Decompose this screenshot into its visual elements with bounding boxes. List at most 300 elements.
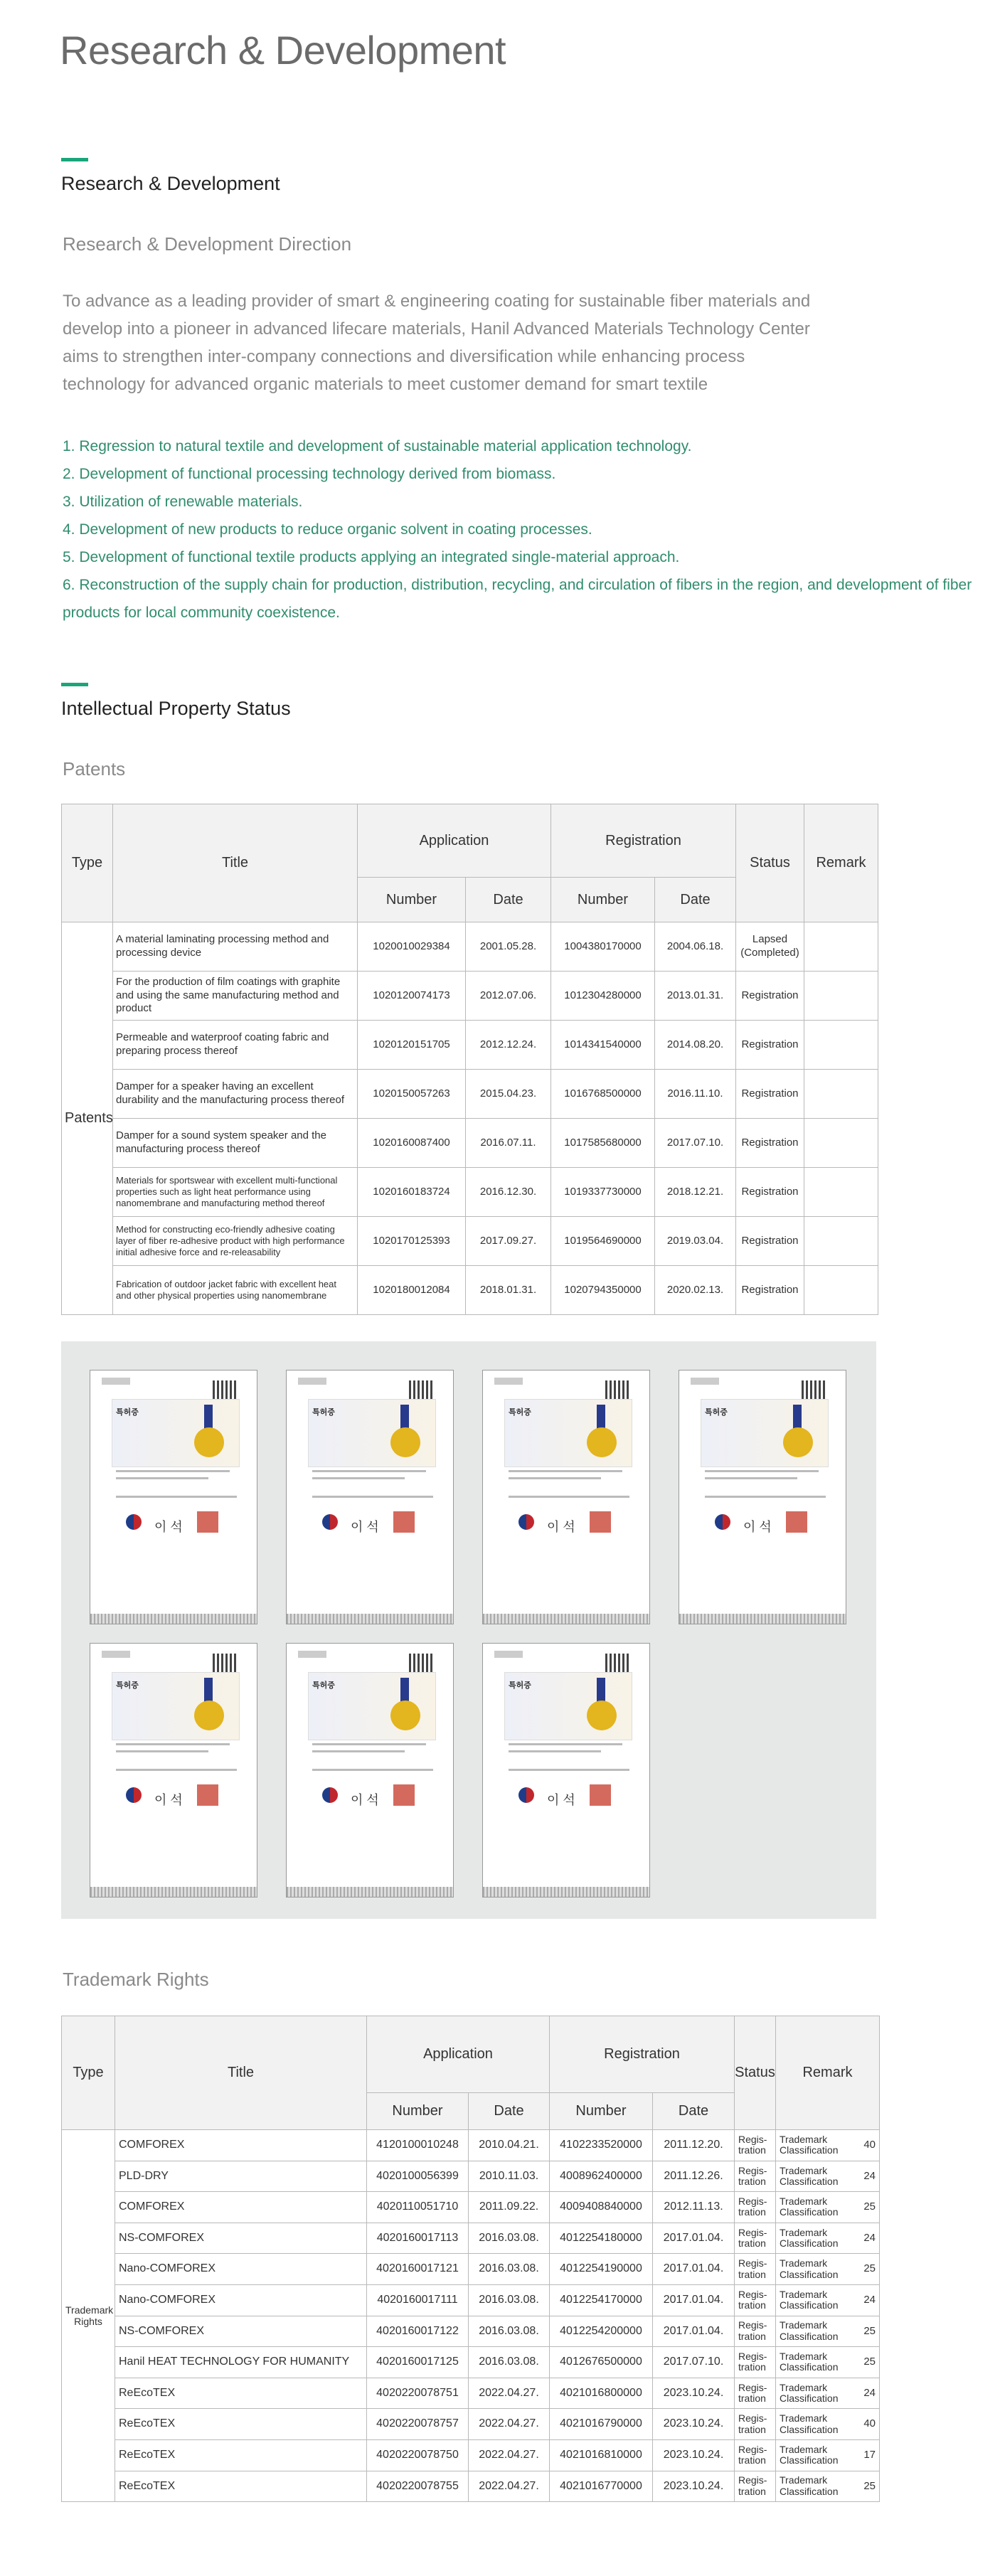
title-cell: ReEcoTEX [115,2409,367,2440]
ip-heading: Intellectual Property Status [61,698,291,719]
table-row [62,2130,880,2161]
remark-cell [776,2378,880,2409]
col-app-date: Date [469,2093,550,2130]
certificate-title: 특허증 [312,1408,335,1417]
title-cell: Materials for sportswear with excellent multi-functional properties such as light heat performance using nanomembrane and manufacturing method thereof [113,1168,358,1217]
app-number-cell: 1020160183724 [358,1168,466,1217]
reg-date-cell: 2017.01.04. [653,2316,735,2347]
reg-number-cell: 1019337730000 [551,1168,655,1217]
status-cell: Registration [736,1070,804,1119]
col-application: Application [358,804,551,878]
app-number-cell: 1020010029384 [358,922,466,972]
gold-seal-icon [390,1427,420,1457]
rd-heading: Research & Development [61,173,280,194]
text-line [509,1743,622,1745]
status-cell: Regis-tration [735,2471,776,2502]
intro-paragraph: To advance as a leading provider of smart & engineering coating for sustainable fiber materials and develop into a pioneer in advanced lifecare materials, Hanil Advanced Materials Technology Center aims to strengthen inter-company connections and diversification while enhancing process technology for advanced organic materials to meet customer demand for smart textile [63,292,811,394]
col-status: Status [736,804,804,922]
remark-text: Trademark Classification [780,2351,839,2373]
col-app-number: Number [358,878,466,922]
certificate-title: 특허증 [509,1408,531,1417]
certificate-header [102,1378,130,1385]
title-cell: Permeable and waterproof coating fabric and preparing process thereof [113,1021,358,1070]
patent-certificates-gallery [61,1341,876,1919]
text-line [116,1769,237,1771]
reg-date-cell: 2023.10.24. [653,2439,735,2471]
reg-date-cell: 2018.12.21. [655,1168,736,1217]
gold-seal-icon [194,1427,224,1457]
table-row [62,972,878,1021]
class-number: 24 [863,2386,876,2399]
app-number-cell: 1020170125393 [358,1217,466,1266]
gold-seal-icon [194,1701,224,1730]
remark-cell [776,2223,880,2254]
ip-section-heading [61,683,291,720]
status-cell: Regis-tration [735,2161,776,2192]
type-cell: Trademark Rights [62,2130,115,2502]
reg-number-cell: 4008962400000 [550,2161,653,2192]
certificate-footer [287,1887,453,1897]
status-cell: Registration [736,972,804,1021]
reg-number-cell: 1017585680000 [551,1119,655,1168]
app-number-cell: 4020110051710 [367,2192,469,2223]
text-line [312,1477,405,1479]
signature: 이 석 [743,1520,772,1534]
app-number-cell: 4020160017121 [367,2254,469,2285]
certificate-title: 특허증 [312,1681,335,1690]
text-line [312,1769,433,1771]
status-cell: Regis-tration [735,2439,776,2471]
reg-date-cell: 2017.01.04. [653,2223,735,2254]
remark-text: Trademark Classification [780,2196,839,2218]
remark-cell [804,1070,878,1119]
reg-date-cell: 2016.11.10. [655,1070,736,1119]
status-cell: Registration [736,1168,804,1217]
app-date-cell: 2017.09.27. [466,1217,551,1266]
certificate-title: 특허증 [116,1681,139,1690]
reg-number-cell: 4021016810000 [550,2439,653,2471]
col-remark: Remark [804,804,878,922]
signature: 이 석 [154,1520,183,1534]
certificate-header [691,1378,719,1385]
col-type: Type [62,2016,115,2130]
status-cell: Regis-tration [735,2223,776,2254]
class-number: 25 [863,2200,876,2213]
status-cell: Regis-tration [735,2347,776,2378]
national-emblem-icon [518,1514,534,1530]
status-cell: Registration [736,1217,804,1266]
col-registration: Registration [551,804,736,878]
official-stamp-icon [590,1511,611,1533]
remark-cell [804,922,878,972]
remark-text: Trademark Classification [780,2474,839,2497]
heading-accent-bar [61,158,88,161]
reg-number-cell: 4012254170000 [550,2284,653,2316]
text-line [116,1496,237,1498]
status-cell: Regis-tration [735,2378,776,2409]
goal-item: 1. Regression to natural textile and development of sustainable material application technology. [63,438,692,454]
class-number: 17 [863,2448,876,2461]
reg-date-cell: 2023.10.24. [653,2471,735,2502]
reg-number-cell: 4012254180000 [550,2223,653,2254]
patents-table [61,804,878,1315]
app-number-cell: 1020120151705 [358,1021,466,1070]
table-row [62,922,878,972]
col-reg-number: Number [551,878,655,922]
text-line [509,1470,622,1472]
app-date-cell: 2022.04.27. [469,2409,550,2440]
title-cell: NS-COMFOREX [115,2316,367,2347]
remark-text: Trademark Classification [780,2381,839,2405]
text-line [705,1470,819,1472]
table-row [62,1217,878,1266]
app-date-cell: 2016.12.30. [466,1168,551,1217]
app-number-cell: 4020160017125 [367,2347,469,2378]
app-number-cell: 4020160017122 [367,2316,469,2347]
app-date-cell: 2022.04.27. [469,2439,550,2471]
heading-accent-bar [61,683,88,686]
national-emblem-icon [518,1787,534,1803]
official-stamp-icon [197,1511,218,1533]
title-cell: NS-COMFOREX [115,2223,367,2254]
remark-cell [804,1217,878,1266]
reg-date-cell: 2023.10.24. [653,2409,735,2440]
patent-certificate-image [482,1370,650,1624]
app-date-cell: 2001.05.28. [466,922,551,972]
status-cell: Lapsed (Completed) [736,922,804,972]
goals-list [63,432,987,627]
col-app-number: Number [367,2093,469,2130]
signature: 이 석 [547,1793,575,1807]
app-number-cell: 4020100056399 [367,2161,469,2192]
text-line [312,1750,405,1752]
direction-title: Research & Development Direction [63,233,352,255]
app-date-cell: 2016.03.08. [469,2223,550,2254]
remark-cell [804,1168,878,1217]
official-stamp-icon [197,1784,218,1806]
app-number-cell: 1020160087400 [358,1119,466,1168]
gold-seal-icon [783,1427,813,1457]
title-cell: For the production of film coatings with graphite and using the same manufacturing method and product [113,972,358,1021]
app-date-cell: 2016.03.08. [469,2347,550,2378]
reg-date-cell: 2023.10.24. [653,2378,735,2409]
remark-cell [776,2316,880,2347]
title-cell: Nano-COMFOREX [115,2254,367,2285]
reg-number-cell: 4012676500000 [550,2347,653,2378]
title-cell: Nano-COMFOREX [115,2284,367,2316]
certificate-header [494,1378,523,1385]
reg-number-cell: 4009408840000 [550,2192,653,2223]
trademarks-title: Trademark Rights [63,1969,209,1990]
reg-date-cell: 2017.07.10. [653,2347,735,2378]
reg-number-cell: 4021016770000 [550,2471,653,2502]
app-number-cell: 1020150057263 [358,1070,466,1119]
reg-number-cell: 1020794350000 [551,1266,655,1315]
app-number-cell: 4020220078751 [367,2378,469,2409]
text-line [116,1743,230,1745]
status-cell: Registration [736,1266,804,1315]
title-cell: COMFOREX [115,2130,367,2161]
goal-item: 2. Development of functional processing technology derived from biomass. [63,466,556,482]
status-cell: Regis-tration [735,2409,776,2440]
table-row [62,2378,880,2409]
status-cell: Regis-tration [735,2192,776,2223]
col-remark: Remark [776,2016,880,2130]
reg-date-cell: 2014.08.20. [655,1021,736,1070]
title-cell: ReEcoTEX [115,2471,367,2502]
app-date-cell: 2022.04.27. [469,2378,550,2409]
reg-number-cell: 1019564690000 [551,1217,655,1266]
reg-date-cell: 2012.11.13. [653,2192,735,2223]
status-cell: Registration [736,1119,804,1168]
remark-cell [776,2471,880,2502]
col-application: Application [367,2016,550,2093]
class-number: 24 [863,2231,876,2244]
text-line [509,1750,601,1752]
patent-certificate-image [90,1643,257,1898]
table-row [62,1168,878,1217]
remark-cell [804,972,878,1021]
col-type: Type [62,804,113,922]
certificate-header [102,1651,130,1658]
reg-number-cell: 1004380170000 [551,922,655,972]
app-date-cell: 2012.12.24. [466,1021,551,1070]
national-emblem-icon [126,1514,142,1530]
gold-seal-icon [587,1427,617,1457]
remark-text: Trademark Classification [780,2133,839,2156]
patent-certificate-image [482,1643,650,1898]
reg-number-cell: 1014341540000 [551,1021,655,1070]
gold-seal-icon [390,1701,420,1730]
col-title: Title [113,804,358,922]
app-number-cell: 4020160017113 [367,2223,469,2254]
official-stamp-icon [393,1784,415,1806]
official-stamp-icon [786,1511,807,1533]
remark-text: Trademark Classification [780,2288,839,2311]
table-row [62,1021,878,1070]
certificate-footer [90,1614,257,1624]
certificate-footer [483,1614,649,1624]
remark-cell [804,1021,878,1070]
goal-item: 6. Reconstruction of the supply chain for production, distribution, recycling, and circulation of fibers in the region, and development of fiber products for local community coexistence. [63,577,972,621]
reg-date-cell: 2011.12.20. [653,2130,735,2161]
col-registration: Registration [550,2016,735,2093]
patents-title: Patents [63,758,126,779]
remark-text: Trademark Classification [780,2443,839,2466]
table-row [62,2254,880,2285]
app-number-cell: 4020220078755 [367,2471,469,2502]
remark-cell [776,2130,880,2161]
col-app-date: Date [466,878,551,922]
certificate-header [298,1651,326,1658]
goal-item: 3. Utilization of renewable materials. [63,494,303,510]
page-title: Research & Development [60,28,506,73]
type-cell: Patents [62,922,113,1315]
col-reg-date: Date [655,878,736,922]
col-reg-date: Date [653,2093,735,2130]
reg-date-cell: 2013.01.31. [655,972,736,1021]
text-line [312,1743,426,1745]
patent-certificate-image [286,1370,454,1624]
text-line [116,1470,230,1472]
text-line [705,1496,826,1498]
app-date-cell: 2016.03.08. [469,2316,550,2347]
class-number: 25 [863,2324,876,2337]
app-date-cell: 2016.03.08. [469,2284,550,2316]
app-date-cell: 2011.09.22. [469,2192,550,2223]
reg-date-cell: 2017.07.10. [655,1119,736,1168]
status-cell: Regis-tration [735,2254,776,2285]
class-number: 24 [863,2169,876,2182]
gold-seal-icon [587,1701,617,1730]
app-date-cell: 2012.07.06. [466,972,551,1021]
remark-cell [776,2409,880,2440]
official-stamp-icon [393,1511,415,1533]
app-number-cell: 4020220078757 [367,2409,469,2440]
text-line [509,1496,629,1498]
title-cell: A material laminating processing method and processing device [113,922,358,972]
national-emblem-icon [715,1514,730,1530]
table-row [62,2347,880,2378]
app-number-cell: 4020160017111 [367,2284,469,2316]
remark-cell [776,2439,880,2471]
title-cell: Fabrication of outdoor jacket fabric with excellent heat and other physical properties using nanomembrane [113,1266,358,1315]
app-date-cell: 2015.04.23. [466,1070,551,1119]
title-cell: ReEcoTEX [115,2439,367,2471]
certificate-footer [287,1614,453,1624]
status-cell: Regis-tration [735,2284,776,2316]
title-cell: Hanil HEAT TECHNOLOGY FOR HUMANITY [115,2347,367,2378]
certificate-footer [483,1887,649,1897]
national-emblem-icon [126,1787,142,1803]
app-date-cell: 2010.04.21. [469,2130,550,2161]
title-cell: Damper for a speaker having an excellent durability and the manufacturing process thereof [113,1070,358,1119]
class-number: 40 [863,2139,876,2151]
trademarks-table [61,2016,880,2502]
patent-certificate-image [286,1643,454,1898]
table-row [62,2409,880,2440]
remark-cell [776,2192,880,2223]
class-number: 25 [863,2356,876,2368]
app-number-cell: 1020180012084 [358,1266,466,1315]
table-row [62,2284,880,2316]
status-cell: Registration [736,1021,804,1070]
app-number-cell: 4120100010248 [367,2130,469,2161]
status-cell: Regis-tration [735,2316,776,2347]
certificate-footer [679,1614,846,1624]
remark-text: Trademark Classification [780,2164,839,2187]
certificate-header [298,1378,326,1385]
remark-text: Trademark Classification [780,2257,839,2280]
title-cell: COMFOREX [115,2192,367,2223]
class-number: 25 [863,2262,876,2275]
reg-date-cell: 2017.01.04. [653,2254,735,2285]
rd-section-heading [61,158,280,195]
reg-number-cell: 1016768500000 [551,1070,655,1119]
certificate-header [494,1651,523,1658]
table-row [62,2316,880,2347]
table-row [62,1119,878,1168]
reg-date-cell: 2020.02.13. [655,1266,736,1315]
remark-cell [804,1266,878,1315]
text-line [509,1477,601,1479]
status-cell: Regis-tration [735,2130,776,2161]
col-title: Title [115,2016,367,2130]
reg-number-cell: 4021016790000 [550,2409,653,2440]
remark-text: Trademark Classification [780,2319,839,2342]
certificate-title: 특허증 [116,1408,139,1417]
reg-number-cell: 1012304280000 [551,972,655,1021]
reg-date-cell: 2017.01.04. [653,2284,735,2316]
remark-text: Trademark Classification [780,2412,839,2435]
certificate-title: 특허증 [509,1681,531,1690]
app-date-cell: 2010.11.03. [469,2161,550,2192]
remark-text: Trademark Classification [780,2226,839,2250]
class-number: 40 [863,2417,876,2430]
reg-number-cell: 4021016800000 [550,2378,653,2409]
app-date-cell: 2022.04.27. [469,2471,550,2502]
reg-date-cell: 2019.03.04. [655,1217,736,1266]
app-number-cell: 1020120074173 [358,972,466,1021]
patent-certificate-image [679,1370,846,1624]
reg-date-cell: 2011.12.26. [653,2161,735,2192]
signature: 이 석 [351,1520,379,1534]
reg-number-cell: 4012254200000 [550,2316,653,2347]
certificate-footer [90,1887,257,1897]
table-row [62,2439,880,2471]
remark-cell [776,2284,880,2316]
text-line [312,1496,433,1498]
reg-date-cell: 2004.06.18. [655,922,736,972]
title-cell: Method for constructing eco-friendly adhesive coating layer of fiber re-adhesive product with high performance initial adhesive force and re-releasability [113,1217,358,1266]
national-emblem-icon [322,1514,338,1530]
signature: 이 석 [154,1793,183,1807]
reg-number-cell: 4012254190000 [550,2254,653,2285]
remark-cell [804,1119,878,1168]
table-row [62,1266,878,1315]
title-cell: PLD-DRY [115,2161,367,2192]
app-date-cell: 2016.07.11. [466,1119,551,1168]
national-emblem-icon [322,1787,338,1803]
class-number: 25 [863,2479,876,2492]
table-row [62,2192,880,2223]
text-line [509,1769,629,1771]
table-row [62,2223,880,2254]
remark-cell [776,2254,880,2285]
goal-item: 4. Development of new products to reduce organic solvent in coating processes. [63,521,592,538]
app-date-cell: 2016.03.08. [469,2254,550,2285]
remark-cell [776,2347,880,2378]
goal-item: 5. Development of functional textile products applying an integrated single-material approach. [63,549,680,565]
app-number-cell: 4020220078750 [367,2439,469,2471]
signature: 이 석 [547,1520,575,1534]
app-date-cell: 2018.01.31. [466,1266,551,1315]
text-line [116,1477,208,1479]
patent-certificate-image [90,1370,257,1624]
title-cell: ReEcoTEX [115,2378,367,2409]
table-row [62,2161,880,2192]
official-stamp-icon [590,1784,611,1806]
title-cell: Damper for a sound system speaker and the manufacturing process thereof [113,1119,358,1168]
table-row [62,2471,880,2502]
reg-number-cell: 4102233520000 [550,2130,653,2161]
table-row [62,1070,878,1119]
col-reg-number: Number [550,2093,653,2130]
text-line [312,1470,426,1472]
remark-cell [776,2161,880,2192]
certificate-title: 특허증 [705,1408,728,1417]
class-number: 24 [863,2294,876,2306]
